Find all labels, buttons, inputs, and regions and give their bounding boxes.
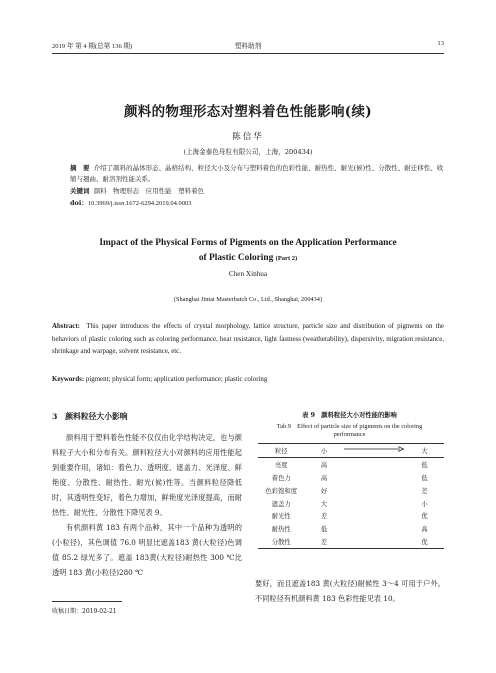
cn-title: 颜料的物理形态对塑料着色性能影响(续) [124,104,372,120]
left-column-body [52,430,242,580]
table-cell: 差 [421,487,428,495]
en-author: Chen Xinhua [228,270,268,278]
table-caption-cn: 表 9 颜料粒径大小对性能的影响 [302,412,397,419]
header-journal: 塑料助剂 [234,43,262,50]
footnote-rule [52,601,122,602]
en-abstract-text: This paper introduces the effects of crystal morphology, lattice structure, particle size and distribution of pigments on the behaviors of plastic coloring such as coloring performance, heat resistance, light fastness (weatherability), dispersivity, migration resistance, shrinkage and warpage, solvent resistance, etc. [52,323,444,355]
table-header-cell: 小 [320,447,328,455]
table-cell: 差 [320,539,328,547]
table-header-cell: 大 [421,447,428,455]
table-row [258,484,444,497]
table-row [258,497,444,510]
doi-label: doi： [70,199,88,207]
table-cell: 优 [421,513,428,521]
header-rule [52,53,444,54]
table-row [258,471,444,484]
table-cell: 高 [320,461,328,469]
table-cell: 耐热性 [271,526,291,534]
table-header-row [258,444,444,458]
table-cell: 大 [320,500,328,508]
right-column-body: 要好，而且遮盖183 黄(大粒径)耐候性 3～4 可用于户外。不同粒径有机颜料黄 183 色彩性能见表 10。 [255,579,445,603]
section-heading: 3 颜料粒径大小影响 [52,412,128,421]
paragraph-1: 颜料用于塑料着色性能不仅仅由化学结构决定，也与颜料粒子大小和分布有关。颜料粒径大小对颜料的应用性能起到重要作用，诸如：着色力、透明度、遮盖力、光泽度、鲜艳度、分散性、耐热性、耐光(候)性等。当颜料粒径降低时，其透明性变好，着色力增加，鲜艳度光泽度提高，而耐热性、耐光性、分散性下降见表 9。 [52,433,242,517]
doi [70,198,192,209]
table-row [258,509,444,522]
table-cell: 低 [421,461,428,469]
table-9 [258,443,444,549]
header-issue: 2019 年 第 4 期(总第 136 期) [52,43,133,50]
en-keywords [52,376,444,383]
arrow-right-icon [344,446,404,452]
table-caption-en-line1: Tab.9 Effect of particle size of pigments on the coloring [276,423,423,430]
table-row [258,535,444,548]
en-abstract [52,321,444,359]
table-row [258,457,444,470]
table-cell: 耐光性 [271,513,291,521]
en-keywords-label: Keywords: [52,376,85,383]
cn-author: 陈信华 [232,132,264,142]
page-number: 13 [437,40,444,47]
table-cell: 高 [320,474,328,482]
cn-keywords [70,186,204,197]
en-keywords-text: pigment; physical form; application performance; plastic coloring [85,376,268,383]
table-cell: 差 [320,513,328,521]
en-title-part: (Part 2) [275,255,298,262]
table-cell: 分散性 [271,539,291,547]
en-title-line2: of Plastic Coloring [198,253,274,263]
cn-abstract-label: 摘 要 [70,164,90,172]
en-title-line1: Impact of the Physical Forms of Pigments on the Application Performance [99,238,397,248]
table-header-arrow [344,444,405,458]
table-cell: 着色力 [271,474,291,482]
table-caption-en-line2: performance [333,431,366,438]
table-cell: 色彩饱和度 [265,487,297,495]
en-title [0,236,496,266]
cn-affiliation: (上海金泰色母粒有限公司，上海，200434) [183,148,313,156]
paragraph-2: 有机颜料黄 183 有两个品种，其中一个品种为透明的(小粒径)，其色调值 76.0 明显比遮盖183 黄(大粒径)色调值 85.2 绿光多了。遮盖 183黄(大粒径)耐热性 300 ℃比透明 183 黄(小粒径)280 ℃ [52,523,242,577]
en-abstract-label: Abstract: [52,323,80,330]
table-cell: 高 [421,526,428,534]
table-cell: 小 [421,500,428,508]
cn-keywords-text: 颜料 物理形态 应用性能 塑料着色 [93,187,205,195]
doi-value: 10.3969/j.issn.1672-6294.2019.04.0003 [87,200,192,207]
table-row [258,522,444,535]
table-cell: 亮度 [274,461,288,469]
table-cell: 低 [320,526,328,534]
table-header-cell: 粒径 [274,447,288,455]
table-cell: 优 [421,539,428,547]
cn-keywords-label: 关键词 [70,187,90,195]
table-cell: 低 [421,474,428,482]
received-date: 收稿日期：2019-02-21 [52,608,117,615]
table-cell: 遮盖力 [271,500,291,508]
table-cell: 好 [320,487,328,495]
cn-abstract [70,163,444,185]
en-affiliation: (Shanghai Jintai Masterbatch Co., Ltd., Shanghai, 200434) [173,296,323,303]
cn-abstract-text: 介绍了颜料的晶体形态、晶格结构、粒径大小及分布与塑料着色的色彩性能、耐热性、耐光(候)性、分散性、耐迁移性、收缩与翘曲、耐溶剂性能关系。 [70,164,444,183]
